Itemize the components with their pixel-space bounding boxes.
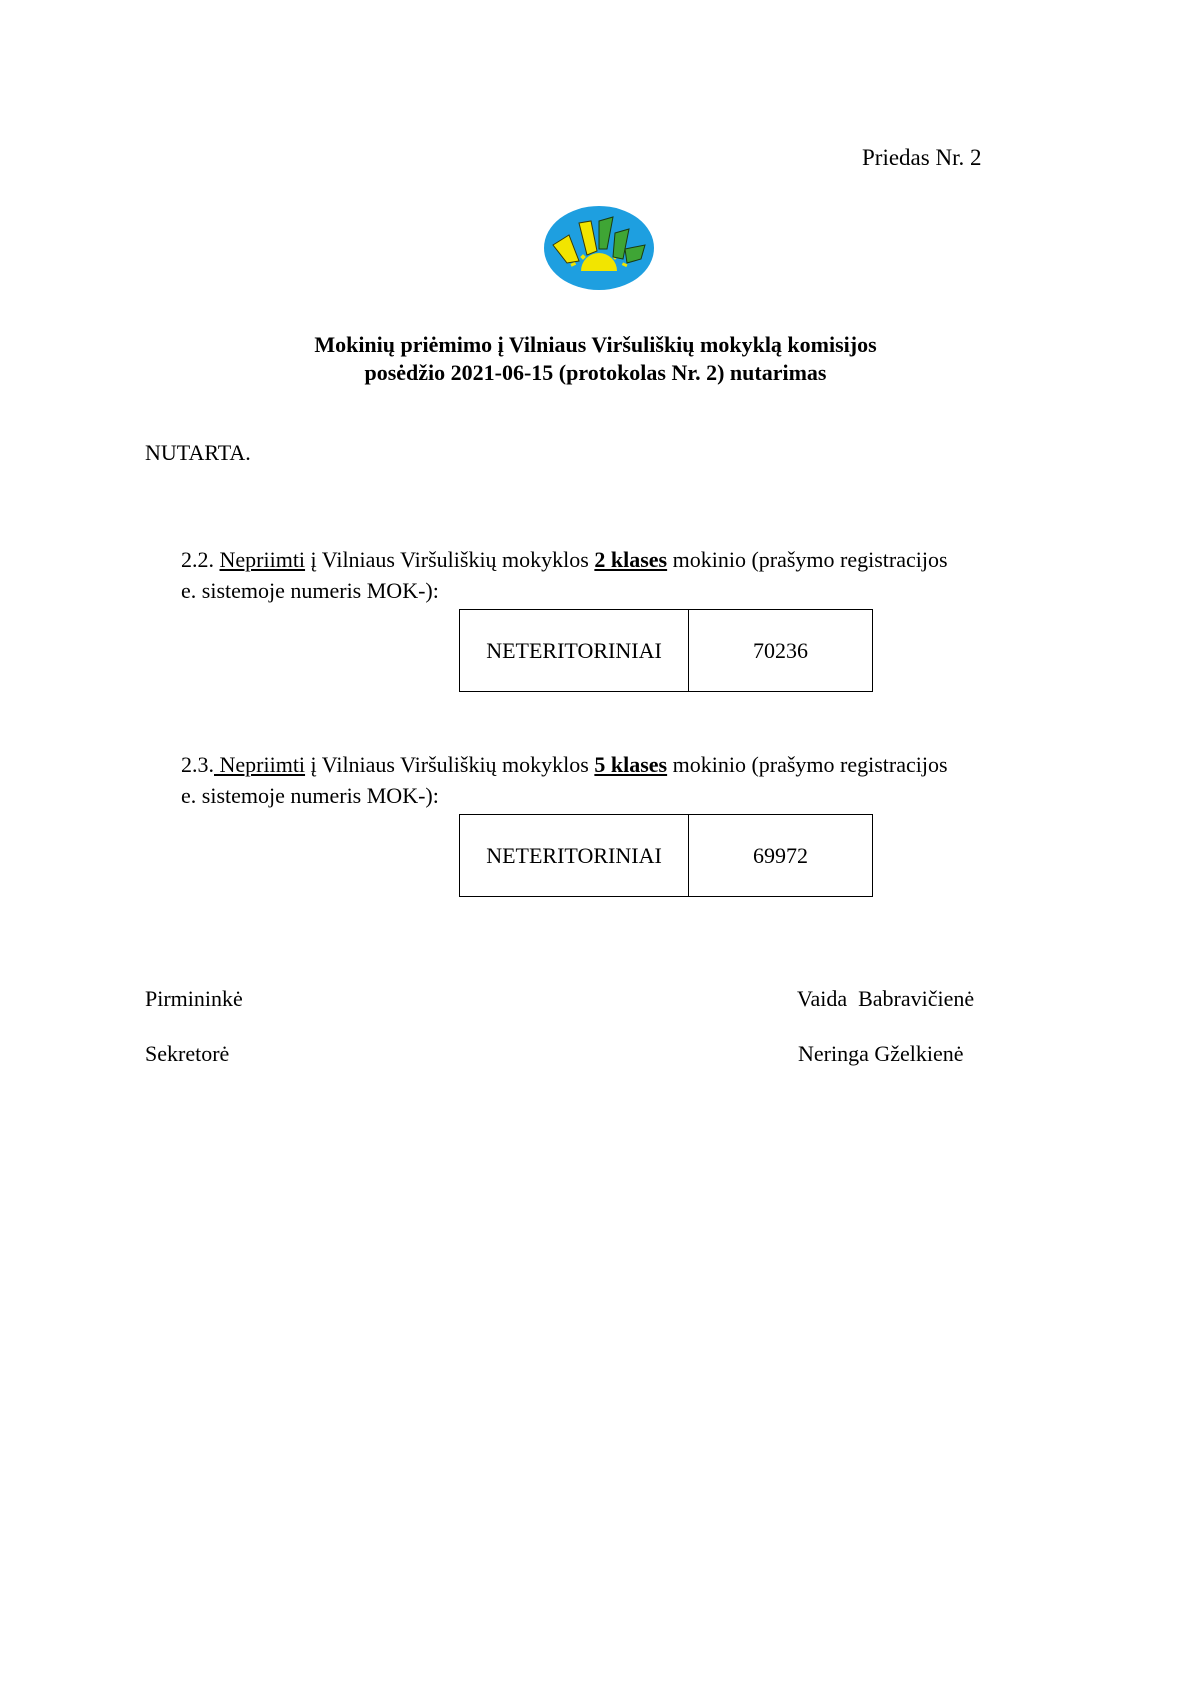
decision-line-1 <box>181 544 948 575</box>
applicant-table <box>459 814 873 897</box>
item-class-label: 2 klases <box>594 547 668 572</box>
decision-line-2: e. sistemoje numeris MOK-): <box>181 578 439 603</box>
annex-label: Priedas Nr. 2 <box>862 145 982 170</box>
title-line-2: posėdžio 2021-06-15 (protokolas Nr. 2) nutarimas <box>364 360 827 385</box>
decision-item <box>181 749 948 811</box>
item-text-b: mokinio (prašymo registracijos <box>667 547 948 572</box>
item-verb: Nepriimti <box>214 752 306 777</box>
item-text-b: mokinio (prašymo registracijos <box>667 752 948 777</box>
signature-name-chair: Vaida Babravičienė <box>797 986 975 1011</box>
signature-name-secretary: Neringa Gželkienė <box>798 1041 964 1066</box>
item-text-a: į Vilniaus Viršuliškių mokyklos <box>305 547 595 572</box>
item-class-label: 5 klases <box>594 752 668 777</box>
applicant-table <box>459 609 873 692</box>
signature-role-secretary: Sekretorė <box>145 1041 230 1066</box>
table-row <box>460 610 873 692</box>
decision-line-1 <box>181 749 948 780</box>
item-number: 2.3. <box>181 752 214 777</box>
decided-heading: NUTARTA. <box>145 440 251 465</box>
category-cell: NETERITORINIAI <box>460 610 689 692</box>
item-number: 2.2. <box>181 547 214 572</box>
signature-role-chair: Pirmininkė <box>145 986 243 1011</box>
item-verb: Nepriimti <box>219 547 306 572</box>
application-number-cell: 70236 <box>689 610 873 692</box>
decision-line-2: e. sistemoje numeris MOK-): <box>181 783 439 808</box>
decision-item <box>181 544 948 606</box>
table-row <box>460 815 873 897</box>
document-title <box>0 331 1191 387</box>
title-line-1: Mokinių priėmimo į Vilniaus Viršuliškių mokyklą komisijos <box>314 332 877 357</box>
category-cell: NETERITORINIAI <box>460 815 689 897</box>
school-logo-icon <box>543 205 655 291</box>
application-number-cell: 69972 <box>689 815 873 897</box>
item-text-a: į Vilniaus Viršuliškių mokyklos <box>305 752 595 777</box>
